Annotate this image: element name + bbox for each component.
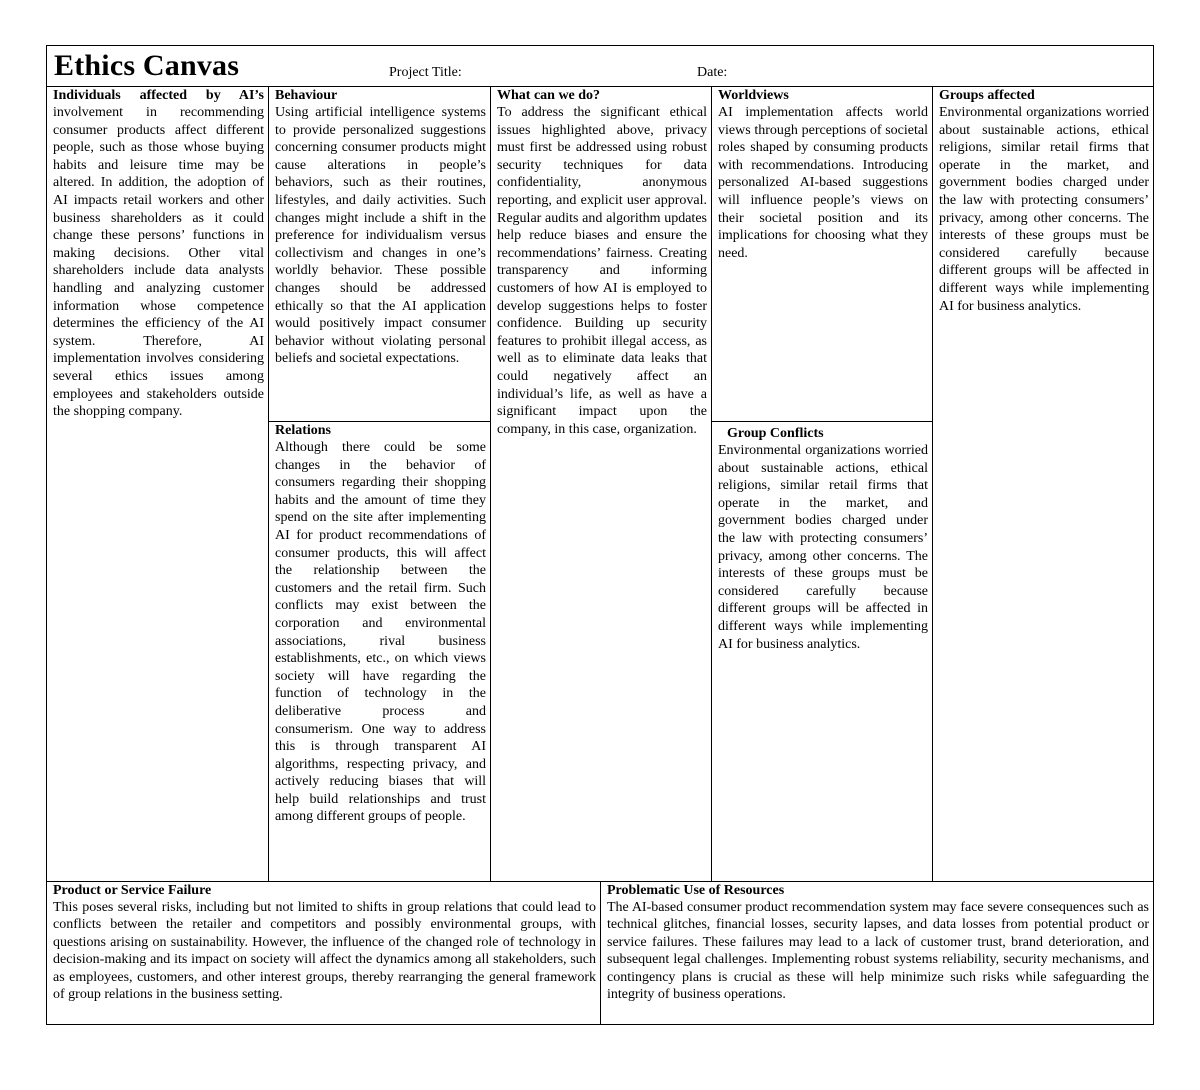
- groups-affected-text: Environmental organizations worried about sustainable actions, ethical religions, similar retail firms that operate in the market, and government bodies charged under the law with protecting consumers’ privacy, among other concerns. The interests of these groups must be considered carefully because different groups will be affected in different ways while implementing AI for business analytics.: [939, 105, 1149, 314]
- group-conflicts-text: Environmental organizations worried about sustainable actions, ethical religions, similar retail firms that operate in the market, and government bodies charged under the law with protecting consumers’ privacy, among other concerns. The interests of these groups must be considered carefully because different groups will be affected in different ways while implementing AI for business analytics.: [718, 443, 928, 652]
- product-failure-text: This poses several risks, including but not limited to shifts in group relations that could lead to conflicts between the retailer and competitors and possibly environmental groups, with questions arising on sustainability. However, the influence of the changed role of technology in decision-making and its impact on society will affect the dynamics among all stakeholders, such as employees, customers, and other interest groups, thereby rearranging the general framework of group relations in the business setting.: [53, 900, 596, 1003]
- relations-text: Although there could be some changes in the behavior of consumers regarding their shopping habits and the amount of time they spend on the site after implementing AI for product recommendations of consumer products, this will affect the relationship between the customers and the retail firm. Such conflicts may exist between the corporation and environmental associations, rival business establishments, etc., on which views society will have regarding the function of technology in the deliberative process and consumerism. One way to address this is through transparent AI algorithms, respecting privacy, and actively reducing biases that will help build relationships and trust among different groups of people.: [275, 440, 486, 825]
- worldviews-text: AI implementation affects world views through perceptions of societal roles shaped by consuming products with recommendations. Introducing personalized AI-based suggestions will influence people’s views on their societal position and its implications for choosing what they need.: [718, 105, 928, 261]
- resources-heading: Problematic Use of Resources: [607, 883, 785, 898]
- product-failure-section: [47, 882, 600, 1024]
- worldviews-heading: Worldviews: [718, 88, 789, 103]
- relations-section: [269, 422, 490, 881]
- canvas-header: [47, 46, 1153, 87]
- individuals-heading: Individuals affected by AI’s: [53, 88, 264, 103]
- worldviews-section: [712, 87, 932, 421]
- individuals-text: involvement in recommending consumer products affect different people, such as those whose buying habits and leisure time may be altered. In addition, the adoption of AI impacts retail workers and other business shareholders as it could change these persons’ functions in making decisions. Other vital shareholders include data analysts handling and analyzing customer information whose competence determines the efficiency of the AI system. Therefore, AI implementation involves considering several ethics issues among employees and stakeholders outside the shopping company.: [53, 105, 264, 420]
- group-conflicts-heading: Group Conflicts: [727, 426, 824, 441]
- behaviour-section: [269, 87, 490, 421]
- product-failure-heading: Product or Service Failure: [53, 883, 212, 898]
- resources-section: [601, 882, 1153, 1024]
- what-can-we-do-heading: What can we do?: [497, 88, 601, 103]
- what-can-we-do-text: To address the significant ethical issues highlighted above, privacy must first be addressed using robust security techniques for data confidentiality, anonymous reporting, and explicit user approval. Regular audits and algorithm updates help reduce biases and ensure the recommendations’ fairness. Creating transparency and informing customers of how AI is employed to develop suggestions helps to foster confidence. Building up security features to prohibit illegal access, as well as to eliminate data leaks that could negatively affect an individual’s life, as well as have a significant impact upon the company, in this case, organization.: [497, 105, 707, 437]
- groups-affected-section: [933, 87, 1153, 881]
- group-conflicts-section: [712, 422, 932, 881]
- behaviour-heading: Behaviour: [275, 88, 338, 103]
- relations-heading: Relations: [275, 423, 331, 438]
- behaviour-text: Using artificial intelligence systems to provide personalized suggestions concerning consumer products might cause alterations in people’s behaviors, such as their routines, lifestyles, and daily activities. Such changes might include a shift in the preference for individualism versus collectivism and changes in one’s worldly behavior. These possible changes should be addressed ethically so that the AI application would positively impact consumer behavior without violating personal beliefs and societal expectations.: [275, 105, 486, 367]
- resources-text: The AI-based consumer product recommendation system may face severe consequences such as technical glitches, financial losses, security lapses, and data losses from potential product or service failures. These failures may lead to a lack of customer trust, brand deterioration, and subsequent legal challenges. Implementing robust systems reliability, security mechanisms, and contingency plans is crucial as these will help minimize such risks while safeguarding the integrity of business operations.: [607, 900, 1149, 1003]
- what-can-we-do-section: [491, 87, 711, 881]
- groups-affected-heading: Groups affected: [939, 88, 1035, 103]
- individuals-section: [47, 87, 268, 881]
- ethics-canvas: [46, 45, 1154, 1025]
- canvas-title: Ethics Canvas: [54, 49, 240, 82]
- project-title-label: Project Title:: [389, 65, 462, 80]
- date-label: Date:: [697, 65, 728, 80]
